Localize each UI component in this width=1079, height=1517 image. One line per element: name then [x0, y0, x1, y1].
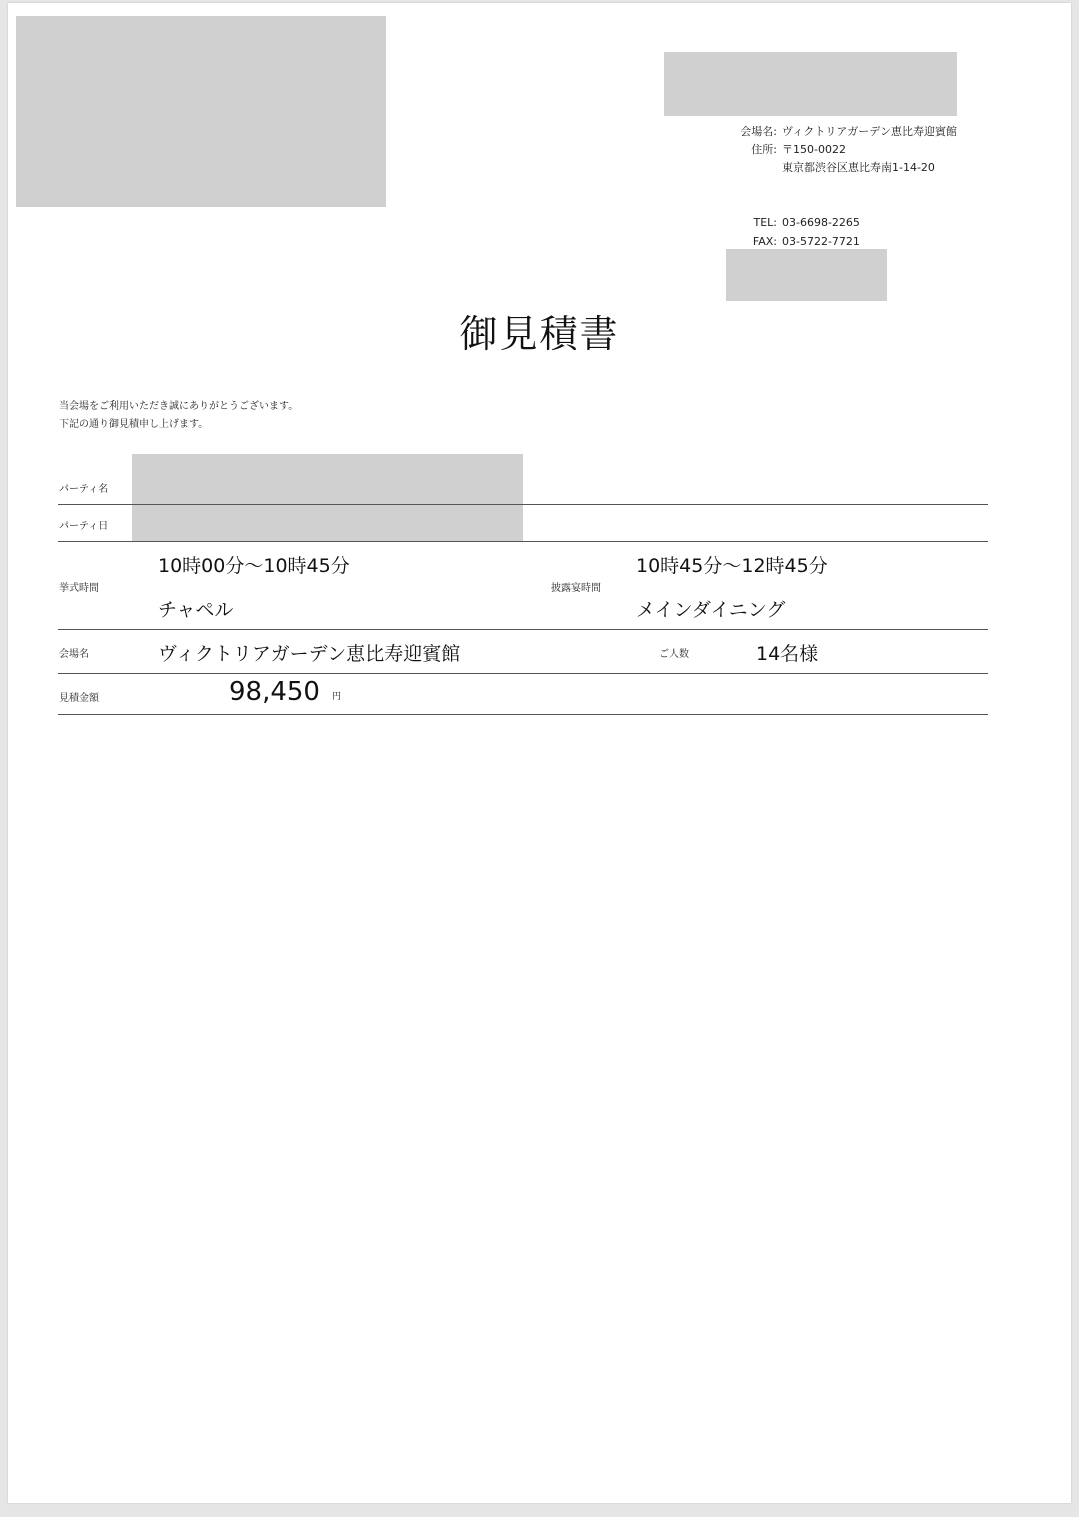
redacted-company: [664, 52, 957, 116]
street-address: 東京都渋谷区恵比寿南1-14-20: [782, 161, 935, 174]
tel-label: TEL:: [753, 216, 777, 229]
table-divider: [58, 673, 988, 674]
tel-number: 03-6698-2265: [782, 216, 860, 229]
amount-unit: 円: [332, 692, 342, 702]
amount-value: 98,450: [229, 677, 320, 707]
guests-label: ご人数: [659, 649, 689, 660]
fax-number: 03-5722-7721: [782, 235, 860, 248]
ceremony-time-value: 10時00分〜10時45分: [158, 555, 350, 577]
party-date-label: パーティ日: [59, 521, 109, 532]
party-name-label: パーティ名: [59, 484, 109, 495]
venue-label: 会場名:: [740, 125, 777, 138]
redacted-logo: [16, 16, 386, 207]
reception-place-value: メインダイニング: [636, 599, 786, 621]
document-page: [8, 3, 1071, 1503]
greeting-line-2: 下記の通り御見積申し上げます。: [59, 419, 209, 430]
redacted-party-info: [132, 454, 523, 541]
ceremony-time-label: 挙式時間: [59, 583, 99, 594]
amount-label: 見積金額: [59, 693, 99, 704]
address-label: 住所:: [751, 143, 777, 156]
venue-row-label: 会場名: [59, 649, 89, 660]
redacted-stamp: [726, 249, 887, 301]
ceremony-place-value: チャペル: [158, 599, 234, 621]
postal-code: 〒150-0022: [782, 143, 846, 156]
table-divider: [58, 541, 988, 542]
table-divider: [58, 504, 988, 505]
venue-name: ヴィクトリアガーデン恵比寿迎賓館: [782, 125, 958, 138]
table-divider: [58, 629, 988, 630]
reception-time-value: 10時45分〜12時45分: [636, 555, 828, 577]
document-title: 御見積書: [459, 312, 620, 356]
guests-value: 14名様: [756, 643, 819, 665]
table-divider: [58, 714, 988, 715]
reception-time-label: 披露宴時間: [551, 583, 601, 594]
greeting-line-1: 当会場をご利用いただき誠にありがとうございます。: [59, 401, 299, 412]
venue-row-value: ヴィクトリアガーデン恵比寿迎賓館: [158, 643, 461, 665]
fax-label: FAX:: [752, 235, 777, 248]
